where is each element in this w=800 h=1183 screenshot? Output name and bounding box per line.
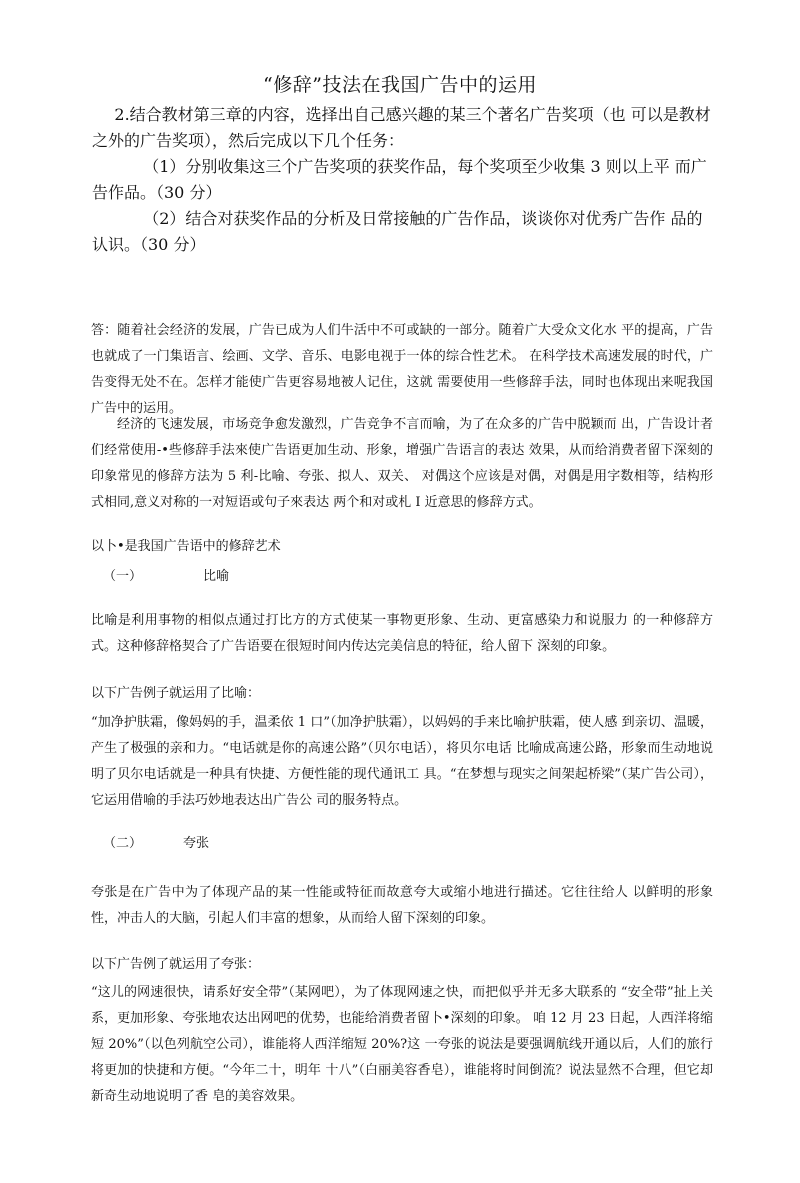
section-name: 比喻 [203, 569, 230, 584]
task-item-1: （1）分别收集这三个广告奖项的获奖作品，每个奖项至少收集 3 则以上平 而广告作品。（30 分） [92, 157, 707, 202]
task-item-2: （2）结合对获奖作品的分析及日常接触的广告作品，谈谈你对优秀广告作 品的认识。（30 分） [92, 209, 703, 254]
section-heading-hyperbole [103, 834, 209, 854]
section-name: 夸张 [183, 836, 210, 851]
section-number: （一） [103, 569, 143, 584]
section-heading-metaphor [103, 567, 229, 587]
metaphor-example-intro: 以下广告例子就运用了比喻： [91, 686, 261, 701]
hyperbole-example-intro: 以下广告例了就运用了夸张： [91, 957, 261, 972]
metaphor-definition: 比喻是利用事物的相似点通过打比方的方式使某一事物更形象、生动、更富感染力和说服力 的一种修辞方式。这种修辞格契合了广告语要在很短时间内传达完美信息的特征，给人留下 深刻的印象。 [91, 613, 713, 654]
hyperbole-definition: 夸张是在广告中为了体现产品的某一性能或特征而故意夸大或缩小地进行描述。它往往给人 以鲜明的形象性，冲击人的大脑，引起人们丰富的想象，从而给人留下深刻的印象。 [91, 885, 713, 926]
document-title: “修辞”技法在我国广告中的运用 [263, 74, 537, 96]
answer-paragraph-1: 答：随着社会经济的发展，广告已成为人们牛活中不可或缺的一部分。随着广大受众文化水 平的提高，广告也就成了一门集语言、绘画、文学、音乐、电影电视于一体的综合性艺术。 在科学技术高速发展的时代，广告变得无处不在。怎样才能使广告更容易地被人记住，这就 需要使用一些修辞手法，同时也体现出来呢我国广告中的运用。 [91, 323, 713, 416]
rhetoric-intro-line: 以卜•是我国广告语中的修辞艺术 [91, 539, 281, 554]
section-number: （二） [103, 836, 143, 851]
metaphor-examples: “加净护肤霜，像妈妈的手，温柔依 1 口”（加净护肤霜），以妈妈的手来比喻护肤霜，使人感 到亲切、温暖，产生了极强的亲和力。“电话就是你的高速公路”（贝尔电话），将贝尔电话 比喻成高速公路，形象而生动地说明了贝尔电话就是一种具有快捷、方便性能的现代通讯工 具。“在梦想与现实之间架起桥梁”（某广告公司），它运用借喻的手法巧妙地表达出广告公 司的服务特点。 [91, 715, 713, 808]
hyperbole-examples: “这儿的网速很快，请系好安全带”（某网吧），为了体现网速之快，而把似乎并无多大联系的 “安全带”扯上关系，更加形象、夸张地农达出网吧的优势，也能给消费者留卜•深刻的印象。 咱 12 月 23 日起，人西洋将缩短 20%”（以色列航空公司），谁能将人西洋缩短 20%?这 一夸张的说法是要强调航线开通以后，人们的旅行将更加的快捷和方便。“今年二十，明年 十八”（白丽美容香皂），谁能将时间倒流？说法显然不合理，但它却新奇生动地说明了香 皂的美容效果。 [91, 985, 713, 1104]
task-intro: 2.结合教材第三章的内容，选择出自己感兴趣的某三个著名广告奖项（也 可以是教材之外的广告奖项），然后完成以下几个任务： [92, 105, 711, 150]
answer-paragraph-2: 经济的飞速发展，市场竞争愈发激烈，广告竞争不言而喻，为了在众多的广告中脱颖而 出，广告设计者们经常使用-•些修辞手法來使广告语更加生动、形象，增强广告语言的表达 效果，从而给消费者留下深刻的印象常见的修辞方法为 5 利-比喻、夸张、拟人、双关、 对偶这个应该是对偶，对偶是用字数相等，结构形式相同,意义对称的一对短语或句子來表达 两个和对或札 I 近意思的修辞方式。 [91, 417, 713, 510]
